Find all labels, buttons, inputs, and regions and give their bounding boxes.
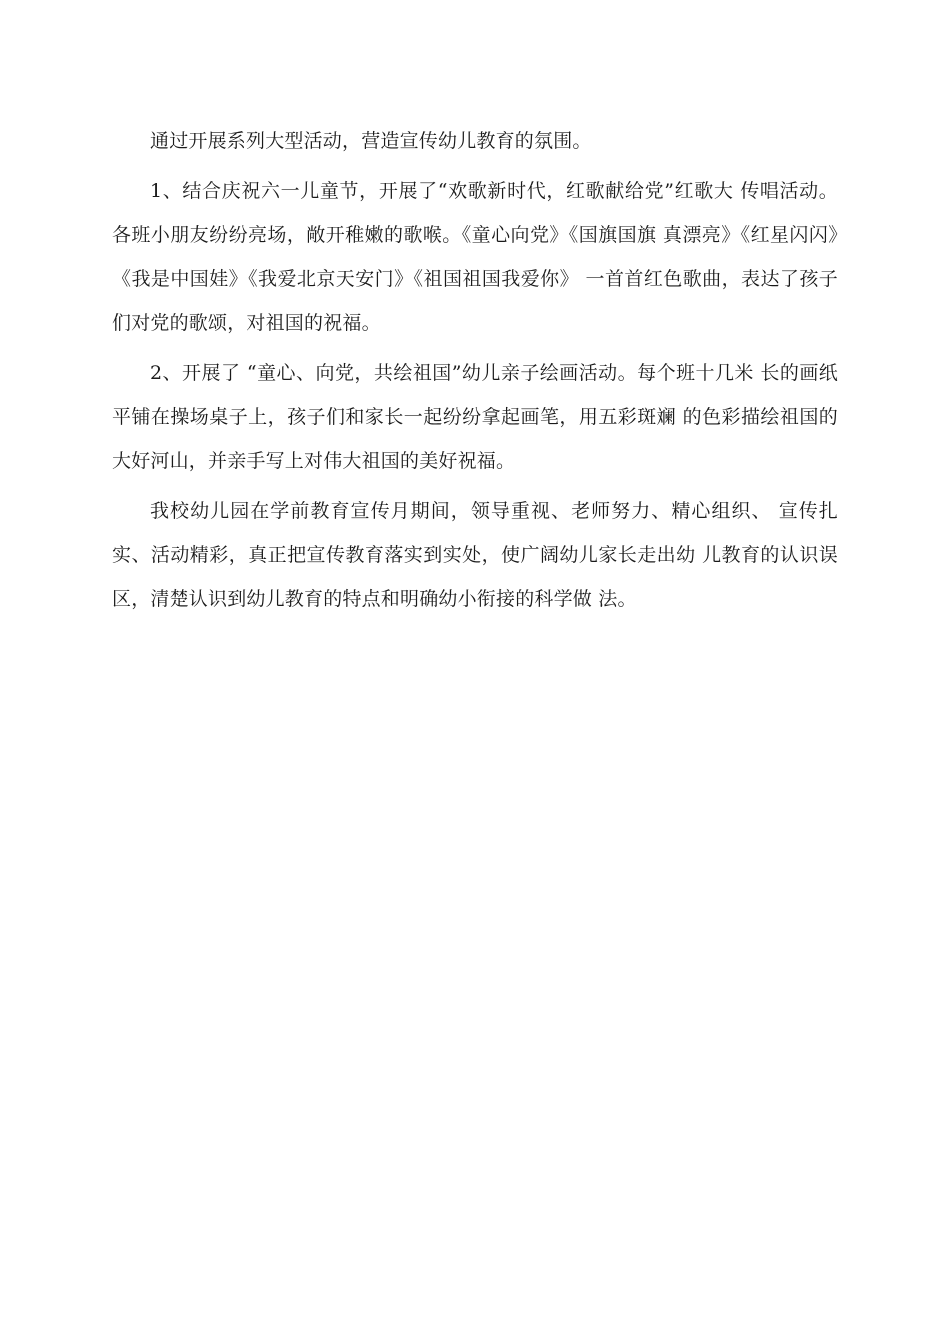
paragraph-painting: 2、开展了 “童心、向党，共绘祖国”幼儿亲子绘画活动。每个班十几米 长的画纸平铺在操场桌子上，孩子们和家长一起纷纷拿起画笔，用五彩斑斓 的色彩描绘祖国的大好河山，并亲手写上对伟大祖国的美好祝福。: [112, 362, 838, 472]
paragraph-intro: 通过开展系列大型活动，营造宣传幼儿教育的氛围。: [150, 130, 592, 152]
document-body: [112, 119, 838, 627]
paragraph-red-songs: 1、结合庆祝六一儿童节，开展了“欢歌新时代，红歌献给党”红歌大 传唱活动。各班小朋友纷纷亮场，敞开稚嫩的歌喉。《童心向党》《国旗国旗 真漂亮》《红星闪闪》《我是中国娃》《我爱北京天安门》《祖国祖国我爱你》 一首首红色歌曲，表达了孩子们对党的歌颂，对祖国的祝福。: [112, 180, 838, 334]
paragraph-summary: 我校幼儿园在学前教育宣传月期间，领导重视、老师努力、精心组织、 宣传扎实、活动精彩，真正把宣传教育落实到实处，使广阔幼儿家长走出幼 儿教育的认识误区，清楚认识到幼儿教育的特点和明确幼小衔接的科学做 法。: [112, 500, 838, 610]
